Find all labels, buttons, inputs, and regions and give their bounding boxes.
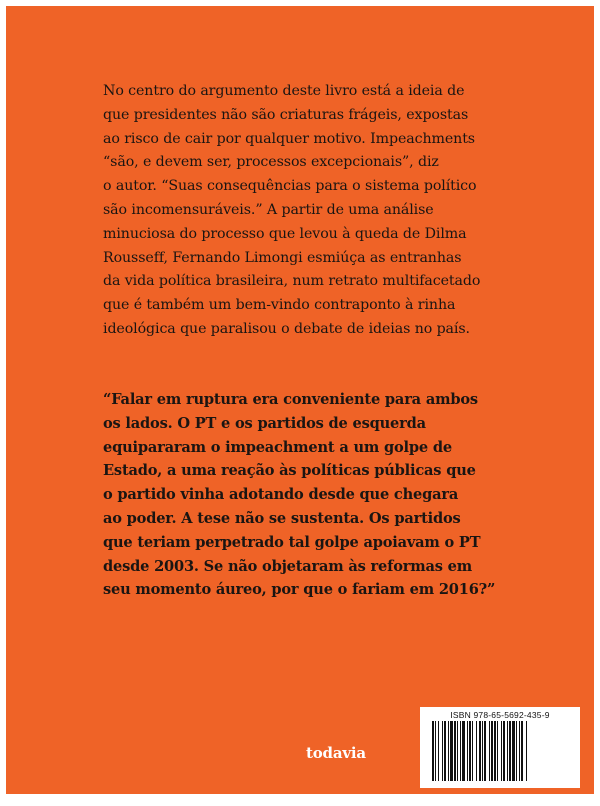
- quote-line: os lados. O PT e os partidos de esquerda: [103, 414, 426, 432]
- blurb-line: que é também um bem-vindo contraponto à rinha: [103, 297, 456, 314]
- pull-quote: [103, 388, 533, 602]
- quote-line: desde 2003. Se não objetaram às reformas em: [103, 557, 472, 575]
- blurb-line: são incomensuráveis.” A partir de uma análise: [103, 201, 434, 218]
- blurb-line: da vida política brasileira, num retrato multifacetado: [103, 273, 481, 290]
- quote-line: que teriam perpetrado tal golpe apoiavam o PT: [103, 533, 481, 551]
- blurb-line: No centro do argumento deste livro está a ideia de: [103, 83, 465, 99]
- quote-line: ao poder. A tese não se sustenta. Os partidos: [103, 509, 461, 527]
- quote-line: Estado, a uma reação às políticas públicas que: [103, 462, 476, 480]
- blurb-line: ao risco de cair por qualquer motivo. Impeachments: [103, 130, 475, 147]
- blurb-line: que presidentes não são criaturas frágeis, expostas: [103, 106, 469, 123]
- publisher-logo: todavia: [306, 744, 366, 762]
- blurb-line: minuciosa do processo que levou à queda de Dilma: [103, 225, 467, 242]
- blurb-line: Rousseff, Fernando Limongi esmiúça as entranhas: [103, 249, 462, 266]
- blurb-line: o autor. “Suas consequências para o sistema político: [103, 178, 477, 195]
- back-cover: [6, 6, 594, 794]
- blurb-line: “são, e devem ser, processos excepcionais”, diz: [103, 154, 439, 171]
- isbn-text: ISBN 978-65-5692-435-9: [450, 710, 550, 720]
- barcode-icon: [430, 721, 570, 781]
- book-blurb: [103, 80, 523, 342]
- blurb-line: ideológica que paralisou o debate de ideias no país.: [103, 320, 470, 337]
- quote-line: seu momento áureo, por que o fariam em 2016?”: [103, 581, 496, 599]
- quote-line: “Falar em ruptura era conveniente para ambos: [103, 391, 478, 408]
- quote-line: equipararam o impeachment a um golpe de: [103, 438, 452, 456]
- quote-line: o partido vinha adotando desde que chegara: [103, 486, 459, 504]
- barcode-box: [420, 707, 580, 788]
